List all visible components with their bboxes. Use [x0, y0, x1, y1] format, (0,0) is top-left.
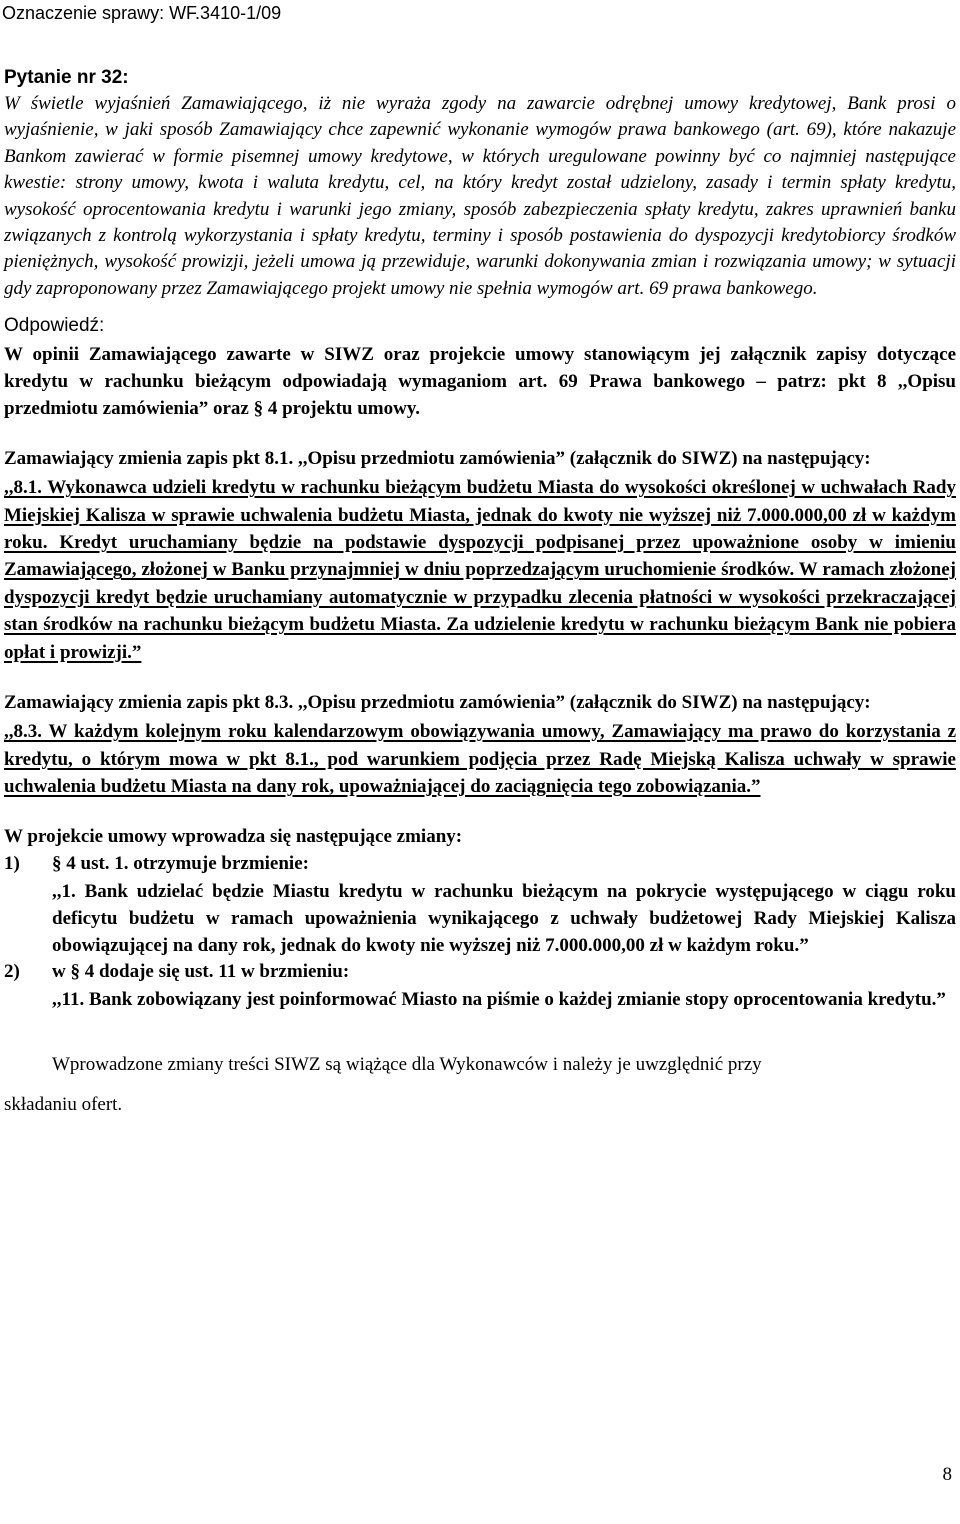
contract-change-item-2 [4, 959, 956, 986]
closing-line-2: składaniu ofert. [4, 1094, 123, 1116]
case-reference-header: Oznaczenie sprawy: WF.3410-1/09 [2, 3, 282, 23]
contract-change-item-1-quote: ,,1. Bank udzielać będzie Miastu kredytu w rachunku bieżącym na pokrycie występującego w ciągu roku deficytu budżetu w ramach upoważnienia wynikającego z uchwały budżetowej Rady Miejskiej Kalisza obowiązującej na dany rok, jednak do kwoty nie wyższej niż 7.000.000,00 zł w każdym roku.” [52, 880, 956, 957]
amendment-8-3-text [4, 718, 956, 800]
document-body [4, 66, 956, 1117]
page-number: 8 [942, 1464, 952, 1485]
contract-changes-intro: W projekcie umowy wprowadza się następujące zmiany: [4, 826, 463, 848]
question-text: W świetle wyjaśnień Zamawiającego, iż nie wyraża zgody na zawarcie odrębnej umowy kredytowej, Bank prosi o wyjaśnienie, w jaki sposób Zamawiający chce zapewnić wykonanie wymogów prawa bankowego (art. 69), które nakazuje Bankom zawierać w formie pisemnej umowy kredytowe, w których uregulowane powinny być co najmniej następujące kwestie: strony umowy, kwota i waluta kredytu, cel, na który kredyt został udzielony, zasady i termin spłaty kredytu, wysokość oprocentowania kredytu i warunki jego zmiany, sposób zabezpieczenia spłaty kredytu, zakres uprawnień banku związanych z kontrolą wykorzystania i spłaty kredytu, terminy i sposób postawienia do dyspozycji kredytobiorcy środków pieniężnych, wysokość prowizji, jeżeli umowa ją przewiduje, warunki dokonywania zmian i rozwiązania umowy; w sytuacji gdy zaproponowany przez Zamawiającego projekt umowy nie spełnia wymogów art. 69 prawa bankowego. [4, 93, 956, 299]
item-number: 1) [4, 853, 20, 875]
amendment-8-1-underlined: ,,8.1. Wykonawca udzieli kredytu w rachunku bieżącym budżetu Miasta do wysokości określonej w uchwałach Rady Miejskiej Kalisza w sprawie uchwalenia budżetu Miasta, jednak do kwoty nie wyższej niż 7.000.000,00 zł w każdym roku. Kredyt uruchamiany będzie na podstawie dyspozycji podpisanej przez upoważnione osoby w imieniu Zamawiającego, złożonej w Banku przynajmniej w dniu poprzedzającym uruchomienie środków. W ramach złożonej dyspozycji kredyt będzie uruchamiany automatycznie w przypadku zlecenia płatności w wysokości przekraczającej stan środków na rachunku bieżącym budżetu Miasta. Za udzielenie kredytu w rachunku bieżącym Bank nie pobiera opłat i prowizji.” [4, 477, 956, 663]
contract-change-item-2-quote: ,,11. Bank zobowiązany jest poinformować Miasto na piśmie o każdej zmianie stopy oprocentowania kredytu.” [52, 988, 946, 1010]
answer-text: W opinii Zamawiającego zawarte w SIWZ oraz projekcie umowy stanowiącym jej załącznik zapisy dotyczące kredytu w rachunku bieżącym odpowiadają wymaganiom art. 69 Prawa bankowego – patrz: pkt 8 ,,Opisu przedmiotu zamówienia” oraz § 4 projektu umowy. [4, 344, 956, 420]
spacer [4, 800, 956, 825]
question-heading: Pytanie nr 32: [4, 67, 129, 88]
closing-line-1: Wprowadzone zmiany treści SIWZ są wiążące dla Wykonawców i należy je uwzględnić przy [52, 1054, 762, 1076]
spacer [4, 666, 956, 691]
amendment-8-3-underlined: ,,8.3. W każdym kolejnym roku kalendarzowym obowiązywania umowy, Zamawiający ma prawo do korzystania z kredytu, o którym mowa w pkt 8.1., pod warunkiem podjęcia przez Radę Miejską Kalisza uchwały w sprawie uchwalenia budżetu Miasta na dany rok, upoważniającej do zaciągnięcia tego zobowiązania.” [4, 721, 956, 797]
item-title: w § 4 dodaje się ust. 11 w brzmieniu: [52, 961, 350, 983]
amendment-8-1-intro: Zamawiający zmienia zapis pkt 8.1. ,,Opisu przedmiotu zamówienia” (załącznik do SIWZ) na następujący: [4, 448, 871, 470]
spacer [4, 422, 956, 447]
item-title: § 4 ust. 1. otrzymuje brzmienie: [52, 853, 309, 875]
item-number: 2) [4, 961, 20, 983]
amendment-8-1-text [4, 474, 956, 666]
contract-change-item-1 [4, 851, 956, 878]
closing-paragraph [4, 1053, 956, 1117]
answer-label: Odpowiedź: [4, 315, 105, 337]
amendment-8-3-intro: Zamawiający zmienia zapis pkt 8.3. ,,Opisu przedmiotu zamówienia” (załącznik do SIWZ) na następujący: [4, 692, 871, 714]
